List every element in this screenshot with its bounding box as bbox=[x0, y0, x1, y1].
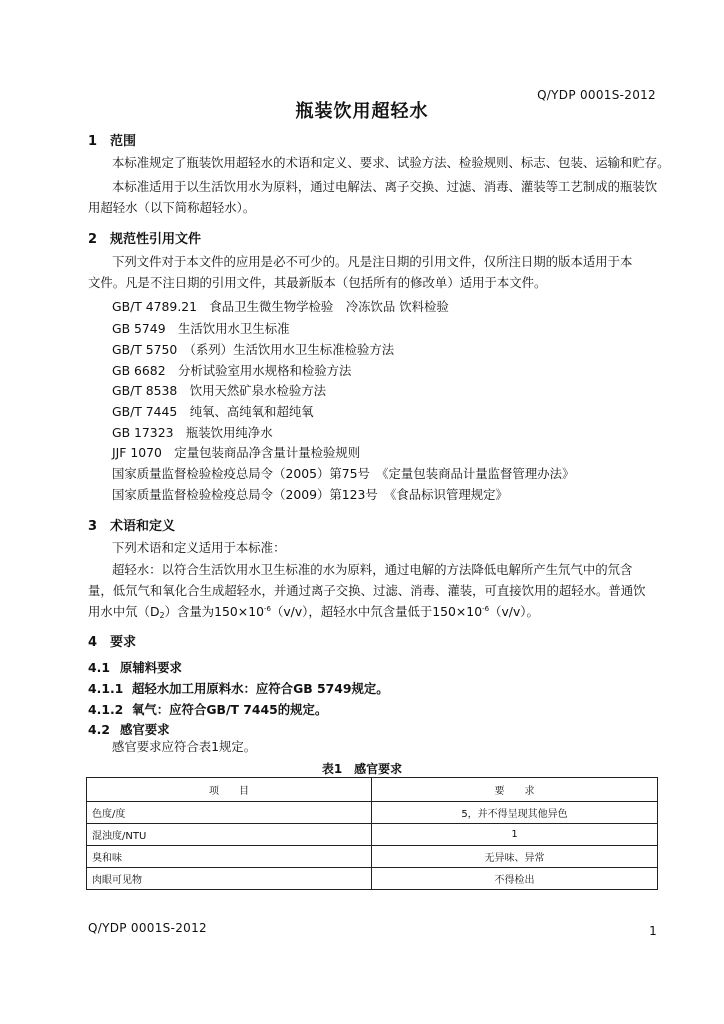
paragraph-continuation: 用超轻水（以下简称超轻水）。 bbox=[88, 200, 256, 215]
section-1-heading bbox=[88, 130, 136, 149]
subsection-title: 原辅料要求 bbox=[120, 660, 182, 675]
footer-doc-code: Q/YDP 0001S-2012 bbox=[88, 921, 207, 935]
reference-item: JJF 1070 定量包装商品净含量计量检验规则 bbox=[112, 445, 361, 460]
subsection-4-1-heading bbox=[88, 658, 182, 676]
section-title: 范围 bbox=[110, 134, 137, 149]
clause-4-1-2 bbox=[88, 700, 327, 718]
clause-text: 氧气：应符合GB/T 7445的规定。 bbox=[132, 702, 328, 717]
reference-item: GB/T 4789.21 食品卫生微生物学检验 冷冻饮品 饮料检验 bbox=[112, 299, 449, 314]
table-header-cell: 要 求 bbox=[372, 778, 658, 802]
superscript: -6 bbox=[482, 605, 490, 613]
paragraph: 下列文件对于本文件的应用是必不可少的。凡是注日期的引用文件，仅所注日期的版本适用于本 bbox=[112, 254, 633, 269]
text-run: 用水中氘（D bbox=[88, 604, 160, 619]
section-title: 要求 bbox=[110, 635, 137, 650]
subsection-title: 感官要求 bbox=[120, 722, 170, 737]
table-cell-item: 色度/度 bbox=[87, 802, 372, 824]
section-number: 2 bbox=[88, 232, 98, 247]
paragraph-continuation: 文件。凡是不注日期的引用文件，其最新版本（包括所有的修改单）适用于本文件。 bbox=[88, 275, 547, 290]
section-2-heading bbox=[88, 228, 201, 247]
clause-text: 超轻水加工用原料水：应符合GB 5749规定。 bbox=[132, 681, 389, 696]
document-title: 瓶装饮用超轻水 bbox=[295, 101, 429, 122]
clause-number: 4.1.2 bbox=[88, 702, 124, 717]
definition-line: 量，低氘气和氧化合生成超轻水，并通过离子交换、过滤、消毒、灌装，可直接饮用的超轻水。普通饮 bbox=[88, 583, 646, 598]
subsection-4-2-heading bbox=[88, 720, 170, 738]
table-row bbox=[87, 868, 658, 890]
reference-item: GB 6682 分析试验室用水规格和检验方法 bbox=[112, 363, 352, 378]
section-title: 术语和定义 bbox=[110, 519, 176, 534]
paragraph: 本标准适用于以生活饮用水为原料，通过电解法、离子交换、过滤、消毒、灌装等工艺制成的瓶装饮 bbox=[112, 179, 658, 194]
table-cell-requirement: 无异味、异常 bbox=[372, 846, 658, 868]
superscript: -6 bbox=[263, 605, 271, 613]
table-cell-item: 混浊度/NTU bbox=[87, 824, 372, 846]
paragraph: 感官要求应符合表1规定。 bbox=[112, 739, 257, 754]
reference-item: GB/T 5750 （系列）生活饮用水卫生标准检验方法 bbox=[112, 342, 395, 357]
table-header-cell: 项 目 bbox=[87, 778, 372, 802]
text-run: （v/v），超轻水中氘含量低于150×10 bbox=[270, 604, 483, 619]
header-doc-code: Q/YDP 0001S-2012 bbox=[537, 88, 656, 102]
section-number: 1 bbox=[88, 134, 98, 149]
definition-line bbox=[88, 602, 539, 622]
section-3-heading bbox=[88, 515, 175, 534]
reference-item: GB 17323 瓶装饮用纯净水 bbox=[112, 425, 273, 440]
paragraph: 本标准规定了瓶装饮用超轻水的术语和定义、要求、试验方法、检验规则、标志、包装、运输和贮存。 bbox=[112, 155, 670, 170]
clause-4-1-1 bbox=[88, 679, 389, 697]
table-cell-item: 肉眼可见物 bbox=[87, 868, 372, 890]
table-header-row bbox=[87, 778, 658, 802]
table-caption: 表1 感官要求 bbox=[321, 762, 403, 776]
page-number: 1 bbox=[649, 924, 657, 938]
text-run: ）含量为150×10 bbox=[164, 604, 264, 619]
table-cell-requirement: 5，并不得呈现其他异色 bbox=[372, 802, 658, 824]
clause-number: 4.1.1 bbox=[88, 681, 124, 696]
reference-item: GB/T 8538 饮用天然矿泉水检验方法 bbox=[112, 383, 327, 398]
table-cell-item: 臭和味 bbox=[87, 846, 372, 868]
reference-item: 国家质量监督检验检疫总局令（2009）第123号 《食品标识管理规定》 bbox=[112, 487, 508, 502]
section-number: 4 bbox=[88, 635, 98, 650]
section-title: 规范性引用文件 bbox=[110, 232, 202, 247]
table-row bbox=[87, 846, 658, 868]
subscript: 2 bbox=[159, 611, 165, 620]
sensory-requirements-table bbox=[86, 777, 658, 890]
section-number: 3 bbox=[88, 519, 98, 534]
reference-item: 国家质量监督检验检疫总局令（2005）第75号 《定量包装商品计量监督管理办法》 bbox=[112, 466, 575, 481]
section-4-heading bbox=[88, 631, 136, 650]
subsection-number: 4.1 bbox=[88, 660, 110, 675]
table-cell-requirement: 1 bbox=[372, 824, 658, 846]
table-row bbox=[87, 824, 658, 846]
paragraph: 下列术语和定义适用于本标准： bbox=[112, 540, 286, 555]
text-run: （v/v）。 bbox=[489, 604, 539, 619]
definition-line: 超轻水：以符合生活饮用水卫生标准的水为原料，通过电解的方法降低电解所产生氘气中的氘含 bbox=[112, 562, 633, 577]
reference-item: GB 5749 生活饮用水卫生标准 bbox=[112, 321, 290, 336]
reference-item: GB/T 7445 纯氧、高纯氧和超纯氧 bbox=[112, 404, 314, 419]
subsection-number: 4.2 bbox=[88, 722, 110, 737]
table-cell-requirement: 不得检出 bbox=[372, 868, 658, 890]
table-row bbox=[87, 802, 658, 824]
